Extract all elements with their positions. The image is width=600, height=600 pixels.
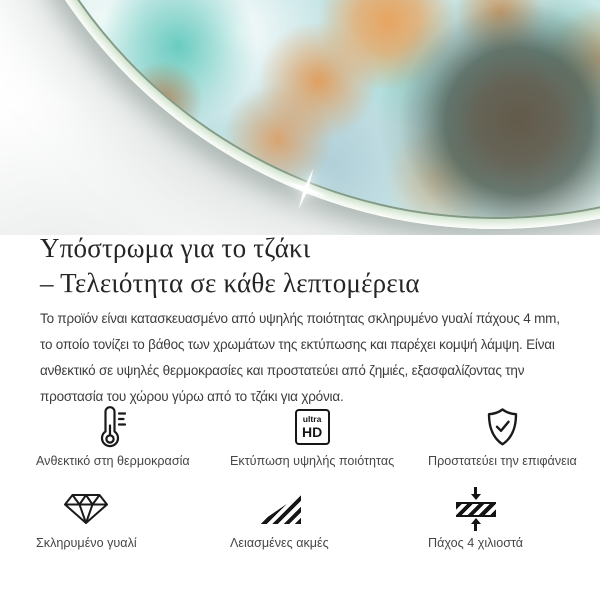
- feature-label: Πάχος 4 χιλιοστά: [428, 536, 524, 550]
- feature-label: Ανθεκτικό στη θερμοκρασία: [36, 454, 190, 468]
- description-line: το οποίο τονίζει το βάθος των χρωμάτων της εκτύπωσης και παρέχει κομψή λάμψη. Είναι: [40, 337, 555, 352]
- shield-check-icon: [486, 404, 519, 450]
- ultra-hd-icon: [295, 404, 330, 450]
- feature-print-quality: [230, 404, 394, 469]
- feature-thickness: [428, 486, 523, 551]
- feature-polished-edges: [230, 486, 329, 551]
- thermometer-icon: [99, 404, 126, 450]
- description-line: ανθεκτικό σε υψηλές θερμοκρασίες και προστατεύει από ζημιές, εξασφαλίζοντας την: [40, 363, 525, 378]
- description-line: Το προϊόν είναι κατασκευασμένο από υψηλής ποιότητας σκληρυμένο γυαλί πάχους 4 mm,: [40, 311, 560, 326]
- feature-tempered-glass: [36, 486, 137, 551]
- feature-temperature-resistant: [36, 404, 190, 469]
- page-title-line-2: – Τελειότητα σε κάθε λεπτομέρεια: [40, 267, 420, 298]
- ultra-hd-badge-bottom: HD: [301, 423, 323, 440]
- feature-label: Λειασμένες ακμές: [230, 536, 329, 550]
- page-title-line-1: Υπόστρωμα για το τζάκι: [40, 233, 311, 263]
- product-description: [40, 306, 560, 410]
- feature-label: Προστατεύει την επιφάνεια: [428, 454, 577, 468]
- feature-label: Εκτύπωση υψηλής ποιότητας: [230, 454, 395, 468]
- feature-surface-protection: [428, 404, 577, 469]
- ultra-hd-badge-top: ultra: [302, 414, 322, 425]
- description-line: προστασία του χώρου γύρω από το τζάκι για χρόνια.: [40, 389, 344, 404]
- thickness-arrows-icon: [456, 486, 496, 532]
- polished-edges-icon: [257, 486, 301, 532]
- page-title: [40, 231, 420, 300]
- product-image-hero: [0, 0, 600, 235]
- feature-label: Σκληρυμένο γυαλί: [36, 536, 137, 550]
- diamond-icon: [63, 486, 109, 532]
